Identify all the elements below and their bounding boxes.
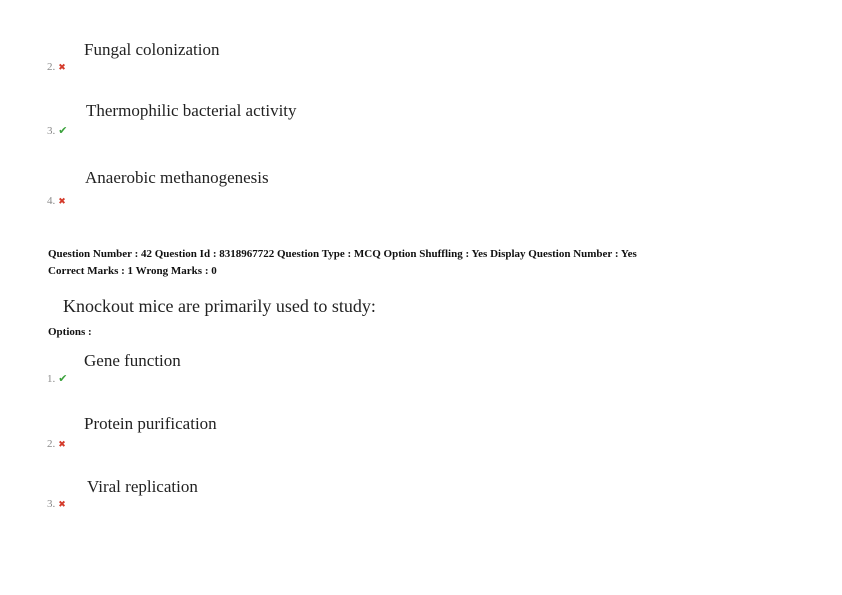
prev-option-2-text: Fungal colonization — [84, 40, 220, 59]
option-2-number — [47, 438, 66, 450]
option-3-number — [47, 498, 66, 510]
option-number: 2. — [47, 438, 56, 450]
prev-option-4-number — [47, 195, 66, 207]
question-meta-line-2: Correct Marks : 1 Wrong Marks : 0 — [48, 265, 217, 277]
option-2-text: Protein purification — [84, 414, 217, 433]
option-number: 3. — [47, 125, 56, 137]
option-number: 2. — [47, 61, 56, 73]
prev-option-3-text: Thermophilic bacterial activity — [86, 101, 297, 120]
option-number: 1. — [47, 373, 56, 385]
question-meta-line-1: Question Number : 42 Question Id : 8318967722 Question Type : MCQ Option Shuffling : Yes Display Question Number : Yes — [48, 248, 637, 260]
option-3-text: Viral replication — [87, 477, 198, 496]
check-icon: ✔ — [58, 373, 68, 385]
prev-option-3-number — [47, 125, 67, 137]
question-text: Knockout mice are primarily used to study: — [63, 296, 376, 316]
check-icon: ✔ — [58, 125, 68, 137]
option-1-text: Gene function — [84, 351, 181, 370]
option-1-number — [47, 373, 67, 385]
prev-option-2-number — [47, 61, 66, 73]
cross-icon: ✖ — [58, 62, 66, 72]
cross-icon: ✖ — [58, 196, 66, 206]
prev-option-4-text: Anaerobic methanogenesis — [85, 168, 269, 187]
cross-icon: ✖ — [58, 439, 66, 449]
cross-icon: ✖ — [58, 499, 66, 509]
options-label: Options : — [48, 326, 92, 338]
option-number: 3. — [47, 498, 56, 510]
option-number: 4. — [47, 195, 56, 207]
